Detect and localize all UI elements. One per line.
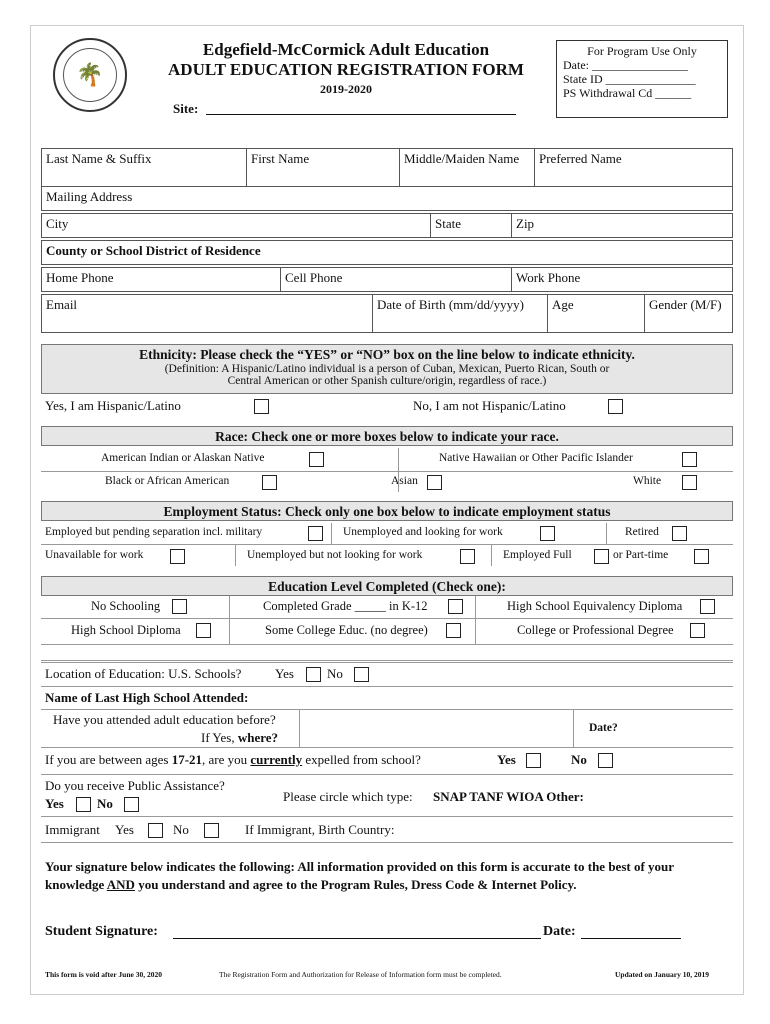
ethnicity-definition-2: Central American or other Spanish culture/origin, regardless of race.)	[227, 375, 547, 387]
employed-full-checkbox[interactable]	[594, 549, 609, 564]
site-label: Site:	[173, 101, 199, 116]
unemployed-not-looking-label: Unemployed but not looking for work	[247, 549, 423, 561]
footer-note: The Registration Form and Authorization for Release of Information form must be completed.	[219, 970, 502, 979]
signature-date-label: Date:	[543, 924, 576, 939]
race-heading: Race: Check one or more boxes below to indicate your race.	[41, 426, 733, 446]
gender-label: Gender (M/F)	[649, 297, 722, 312]
mailing-address-label: Mailing Address	[46, 189, 133, 204]
state-field[interactable]	[431, 214, 512, 238]
expelled-no-checkbox[interactable]	[598, 753, 613, 768]
dob-label: Date of Birth (mm/dd/yyyy)	[377, 297, 524, 312]
employed-pending-label: Employed but pending separation incl. military	[45, 526, 263, 538]
part-time-label: or Part-time	[613, 549, 669, 561]
american-indian-checkbox[interactable]	[309, 452, 324, 467]
palmetto-tree-icon: 🌴	[63, 48, 117, 102]
expelled-question: If you are between ages 17-21, are you currently expelled from school?	[45, 752, 421, 767]
hispanic-yes-label: Yes, I am Hispanic/Latino	[45, 398, 181, 413]
employment-heading: Employment Status: Check only one box below to indicate employment status	[41, 501, 733, 521]
first-name-label: First Name	[251, 151, 310, 166]
county-label: County or School District of Residence	[46, 243, 261, 258]
mailing-address-field[interactable]	[42, 187, 733, 211]
public-assistance-yes-label: Yes	[45, 796, 64, 811]
retired-label: Retired	[625, 526, 659, 538]
gender-field[interactable]	[645, 295, 733, 333]
immigrant-no-label: No	[173, 822, 189, 837]
student-signature-field[interactable]	[173, 938, 541, 939]
college-degree-checkbox[interactable]	[690, 623, 705, 638]
unemployed-looking-checkbox[interactable]	[540, 526, 555, 541]
program-date[interactable]: Date: ________________	[563, 58, 688, 72]
home-phone-label: Home Phone	[46, 270, 114, 285]
form-title: ADULT EDUCATION REGISTRATION FORM	[168, 60, 524, 79]
personal-info-table	[41, 148, 733, 187]
hispanic-no-checkbox[interactable]	[608, 399, 623, 414]
location-no-label: No	[327, 666, 343, 681]
preferred-name-field[interactable]	[535, 149, 733, 187]
city-table	[41, 213, 733, 238]
ethnicity-definition-1: (Definition: A Hispanic/Latino individual is a person of Cuban, Mexican, Puerto Rican, South or	[164, 363, 610, 375]
immigrant-yes-checkbox[interactable]	[148, 823, 163, 838]
expelled-yes-label: Yes	[497, 752, 516, 767]
hse-label: High School Equivalency Diploma	[507, 599, 683, 613]
age-field[interactable]	[548, 295, 645, 333]
hawaiian-checkbox[interactable]	[682, 452, 697, 467]
signature-statement	[41, 858, 733, 894]
public-assistance-yes-checkbox[interactable]	[76, 797, 91, 812]
first-name-field[interactable]	[247, 149, 400, 187]
site-field[interactable]	[206, 114, 516, 115]
ethnicity-section	[41, 344, 733, 394]
black-label: Black or African American	[105, 475, 230, 487]
unavailable-label: Unavailable for work	[45, 549, 144, 561]
signature-statement-line-1: Your signature below indicates the following: All information provided on this form is accurate to the best of your	[45, 859, 675, 874]
city-field[interactable]	[42, 214, 431, 238]
hse-checkbox[interactable]	[700, 599, 715, 614]
zip-label: Zip	[516, 216, 535, 231]
program-use-box	[556, 40, 728, 118]
hispanic-no-label: No, I am not Hispanic/Latino	[413, 398, 566, 413]
attended-question: Have you attended adult education before?	[53, 712, 276, 727]
attended-date-label: Date?	[589, 722, 618, 734]
age-label: Age	[552, 297, 574, 312]
american-indian-label: American Indian or Alaskan Native	[101, 452, 265, 464]
some-college-checkbox[interactable]	[446, 623, 461, 638]
unemployed-not-looking-checkbox[interactable]	[460, 549, 475, 564]
public-assistance-no-label: No	[97, 796, 113, 811]
employed-full-label: Employed Full	[503, 549, 572, 561]
middle-name-label: Middle/Maiden Name	[404, 151, 520, 166]
circle-type-label: Please circle which type:	[283, 789, 413, 804]
email-label: Email	[46, 297, 78, 312]
public-assistance-label: Do you receive Public Assistance?	[45, 778, 225, 793]
attended-if-yes: If Yes, where?	[201, 730, 279, 745]
org-name: Edgefield-McCormick Adult Education	[202, 40, 490, 59]
signature-statement-line-2: knowledge AND you understand and agree to the Program Rules, Dress Code & Internet Policy.	[45, 877, 577, 892]
middle-name-field[interactable]	[400, 149, 535, 187]
location-yes-checkbox[interactable]	[306, 667, 321, 682]
asian-label: Asian	[391, 475, 418, 487]
email-table	[41, 294, 733, 333]
form-year: 2019-2020	[320, 82, 372, 96]
birth-country-label: If Immigrant, Birth Country:	[245, 822, 395, 837]
preferred-name-label: Preferred Name	[539, 151, 622, 166]
state-label: State	[435, 216, 461, 231]
immigrant-no-checkbox[interactable]	[204, 823, 219, 838]
immigrant-yes-label: Yes	[115, 822, 134, 837]
hispanic-yes-checkbox[interactable]	[254, 399, 269, 414]
footer-void-notice: This form is void after June 30, 2020	[45, 970, 162, 979]
unemployed-looking-label: Unemployed and looking for work	[343, 526, 503, 538]
unavailable-checkbox[interactable]	[170, 549, 185, 564]
signature-date-field[interactable]	[581, 938, 681, 939]
county-table	[41, 240, 733, 265]
some-college-label: Some College Educ. (no degree)	[265, 623, 428, 637]
asian-checkbox[interactable]	[427, 475, 442, 490]
cell-phone-field[interactable]	[281, 268, 512, 292]
employed-pending-checkbox[interactable]	[308, 526, 323, 541]
location-label: Location of Education: U.S. Schools?	[45, 666, 242, 681]
phone-table	[41, 267, 733, 292]
white-checkbox[interactable]	[682, 475, 697, 490]
black-checkbox[interactable]	[262, 475, 277, 490]
last-name-label: Last Name & Suffix	[46, 151, 152, 166]
last-hs-label: Name of Last High School Attended:	[45, 690, 249, 705]
white-label: White	[633, 475, 662, 487]
no-schooling-checkbox[interactable]	[172, 599, 187, 614]
program-use-title: For Program Use Only	[587, 44, 697, 58]
address-table	[41, 186, 733, 211]
program-state-id[interactable]: State ID _______________	[563, 72, 696, 86]
registration-form	[30, 25, 744, 995]
home-phone-field[interactable]	[42, 268, 281, 292]
public-assistance-no-checkbox[interactable]	[124, 797, 139, 812]
email-field[interactable]	[42, 295, 373, 333]
location-no-checkbox[interactable]	[354, 667, 369, 682]
zip-field[interactable]	[512, 214, 733, 238]
completed-grade-label: Completed Grade _____ in K-12	[263, 599, 428, 613]
hs-diploma-checkbox[interactable]	[196, 623, 211, 638]
work-phone-label: Work Phone	[516, 270, 581, 285]
dob-field[interactable]	[373, 295, 548, 333]
last-name-field[interactable]	[42, 149, 247, 187]
program-ps-withdrawal[interactable]: PS Withdrawal Cd ______	[563, 86, 692, 100]
retired-checkbox[interactable]	[672, 526, 687, 541]
circle-type-options[interactable]: SNAP TANF WIOA Other:	[433, 789, 584, 804]
state-seal-icon	[53, 38, 127, 112]
college-degree-label: College or Professional Degree	[517, 623, 674, 637]
cell-phone-label: Cell Phone	[285, 270, 343, 285]
hawaiian-label: Native Hawaiian or Other Pacific Islander	[439, 452, 633, 464]
expelled-yes-checkbox[interactable]	[526, 753, 541, 768]
completed-grade-checkbox[interactable]	[448, 599, 463, 614]
ethnicity-heading: Ethnicity: Please check the “YES” or “NO” box on the line below to indicate ethnicity.	[139, 347, 635, 362]
expelled-no-label: No	[571, 752, 587, 767]
work-phone-field[interactable]	[512, 268, 733, 292]
hs-diploma-label: High School Diploma	[71, 623, 181, 637]
part-time-checkbox[interactable]	[694, 549, 709, 564]
immigrant-label: Immigrant	[45, 822, 100, 837]
student-signature-label: Student Signature:	[45, 924, 158, 939]
education-heading: Education Level Completed (Check one):	[41, 576, 733, 596]
no-schooling-label: No Schooling	[91, 599, 161, 613]
location-yes-label: Yes	[275, 666, 294, 681]
county-field[interactable]	[42, 241, 733, 265]
footer-updated: Updated on January 10, 2019	[615, 970, 709, 979]
city-label: City	[46, 216, 69, 231]
